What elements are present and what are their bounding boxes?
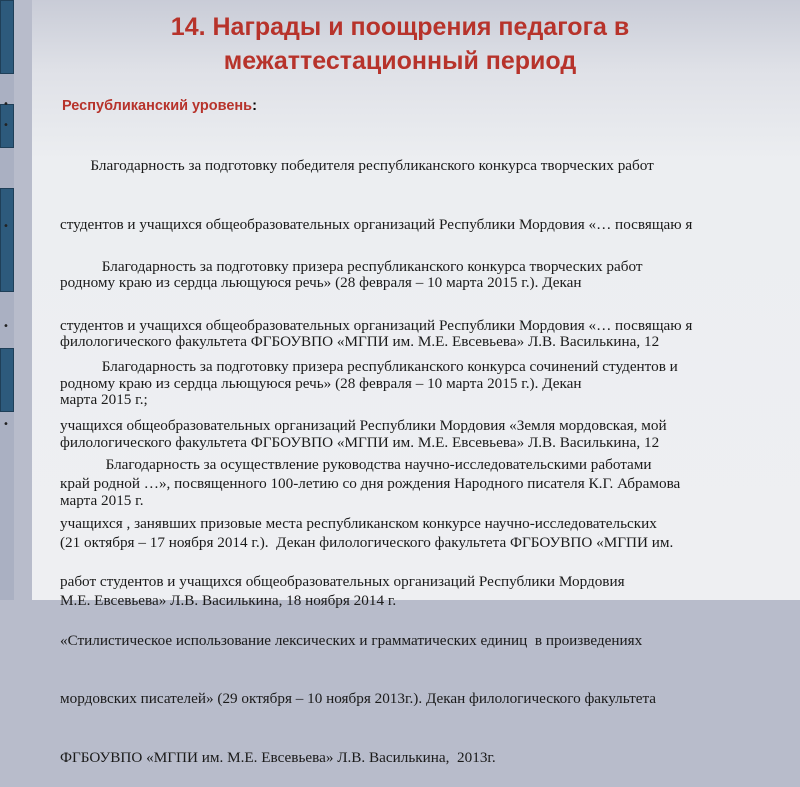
text-line: (21 октября – 17 ноября 2014 г.). Декан филологического факультета ФГБОУВПО «МГПИ им. <box>60 533 674 551</box>
text-line: ФГБОУВПО «МГПИ им. М.Е. Евсевьева» Л.В. Василькина, 2013г. <box>60 748 496 766</box>
bullet-icon: • <box>3 419 9 430</box>
text-line: Благодарность за осуществление руководства научно-исследовательскими работами <box>60 456 652 473</box>
section-heading-colon: : <box>252 98 257 114</box>
bullet-icon: • <box>3 120 9 131</box>
text-line: Благодарность за подготовку призера республиканского конкурса творческих работ <box>60 258 643 275</box>
bullet-icon: • <box>3 321 9 332</box>
text-line: «Стилистическое использование лексических и грамматических единиц в произведениях <box>60 631 643 649</box>
text-line: учащихся общеобразовательных организаций Республики Мордовия «Земля мордовская, мой <box>60 416 667 434</box>
slide-title <box>90 10 710 78</box>
left-decor-block <box>0 348 14 412</box>
text-line: край родной …», посвященного 100-летию со дня рождения Народного писателя К.Г. Абрамова <box>60 475 681 492</box>
text-line: Благодарность за подготовку победителя республиканского конкурса творческих работ <box>60 157 654 174</box>
text-line: работ студентов и учащихся общеобразовательных организаций Республики Мордовия <box>60 573 625 590</box>
text-line: марта 2015 г.; <box>60 391 148 408</box>
text-line: родному краю из сердца льющуюся речь» (28 февраля – 10 марта 2015 г.). Декан <box>60 274 582 291</box>
left-decor-strip <box>0 0 14 600</box>
bullet-icon: • <box>3 221 9 232</box>
bullet-icon: • <box>3 99 9 110</box>
text-line: М.Е. Евсевьева» Л.В. Василькина, 18 ноября 2014 г. <box>60 592 397 609</box>
left-decor-block <box>0 188 14 292</box>
text-line: мордовских писателей» (29 октября – 10 ноября 2013г.). Декан филологического факультета <box>60 690 657 707</box>
section-heading <box>62 97 257 115</box>
text-line: филологического факультета ФГБОУВПО «МГПИ им. М.Е. Евсевьева» Л.В. Василькина, 12 <box>60 433 660 451</box>
text-line: студентов и учащихся общеобразовательных организаций Республики Мордовия «… посвящаю я <box>60 316 693 334</box>
title-line-2: межаттестационный период <box>223 47 577 75</box>
text-line: марта 2015 г. <box>60 492 144 509</box>
text-line: Благодарность за подготовку призера республиканского конкурса сочинений студентов и <box>60 358 678 375</box>
section-heading-text: Республиканский уровень <box>62 98 253 114</box>
text-line: учащихся , занявших призовые места республиканском конкурсе научно-исследовательских <box>60 514 657 532</box>
title-line-1: 14. Награды и поощрения педагога в <box>170 13 630 41</box>
award-paragraph-4 <box>60 416 800 787</box>
text-line: родному краю из сердца льющуюся речь» (28 февраля – 10 марта 2015 г.). Декан <box>60 375 582 392</box>
text-line: студентов и учащихся общеобразовательных организаций Республики Мордовия «… посвящаю я <box>60 215 693 233</box>
text-line: филологического факультета ФГБОУВПО «МГПИ им. М.Е. Евсевьева» Л.В. Василькина, 12 <box>60 332 660 350</box>
left-decor-block <box>0 0 14 74</box>
